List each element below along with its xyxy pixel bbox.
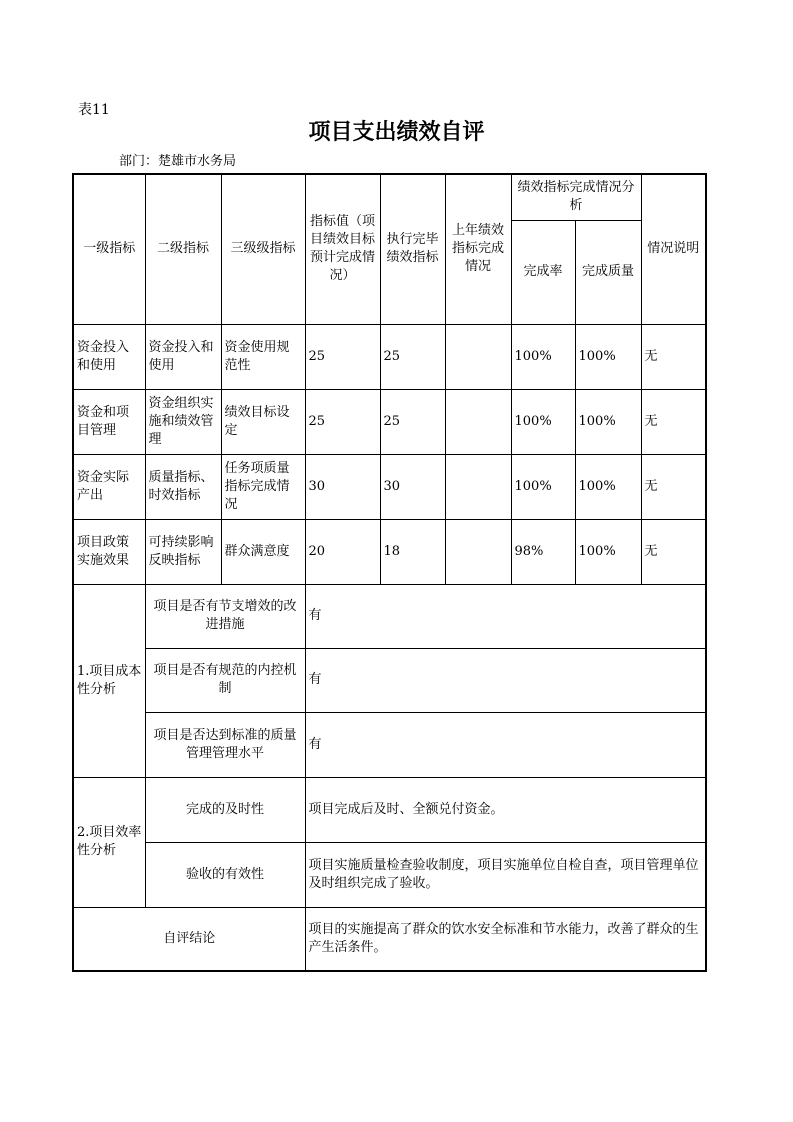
row-last-year (445, 519, 511, 584)
row-last-year (445, 324, 511, 389)
row-level2: 可持续影响反映指标 (145, 519, 221, 584)
row-remark: 无 (641, 454, 706, 519)
cost-answer: 有 (305, 584, 706, 648)
header-level2: 二级指标 (145, 174, 221, 324)
header-quality: 完成质量 (575, 220, 641, 324)
row-level3: 绩效目标设定 (221, 389, 305, 454)
header-level3: 三级级指标 (221, 174, 305, 324)
row-remark: 无 (641, 389, 706, 454)
performance-evaluation-table (72, 173, 707, 972)
row-last-year (445, 389, 511, 454)
cost-question: 项目是否有节支增效的改进措施 (145, 584, 305, 648)
row-executed: 25 (380, 324, 445, 389)
row-level3: 任务项质量指标完成情况 (221, 454, 305, 519)
row-executed: 18 (380, 519, 445, 584)
table-number: 表11 (78, 102, 110, 118)
page-title: 项目支出绩效自评 (308, 120, 485, 145)
row-target: 30 (305, 454, 380, 519)
cost-question: 项目是否有规范的内控机制 (145, 648, 305, 712)
efficiency-answer: 项目完成后及时、全额兑付资金。 (305, 777, 706, 842)
row-rate: 100% (511, 454, 575, 519)
header-completion-group: 绩效指标完成情况分析 (511, 174, 641, 220)
row-level2: 质量指标、时效指标 (145, 454, 221, 519)
row-level1: 资金实际产出 (73, 454, 145, 519)
row-quality: 100% (575, 324, 641, 389)
row-quality: 100% (575, 519, 641, 584)
row-target: 25 (305, 324, 380, 389)
cost-answer: 有 (305, 648, 706, 712)
row-rate: 100% (511, 324, 575, 389)
header-remark: 情况说明 (641, 174, 706, 324)
row-remark: 无 (641, 519, 706, 584)
row-executed: 30 (380, 454, 445, 519)
efficiency-answer: 项目实施质量检查验收制度，项目实施单位自检自查，项目管理单位及时组织完成了验收。 (305, 842, 706, 907)
row-level3: 资金使用规范性 (221, 324, 305, 389)
efficiency-question: 完成的及时性 (145, 777, 305, 842)
conclusion-label: 自评结论 (73, 907, 305, 971)
row-level2: 资金投入和使用 (145, 324, 221, 389)
efficiency-question: 验收的有效性 (145, 842, 305, 907)
row-remark: 无 (641, 324, 706, 389)
cost-analysis-label: 1.项目成本性分析 (73, 584, 145, 777)
row-level2: 资金组织实施和绩效管理 (145, 389, 221, 454)
row-level1: 项目政策实施效果 (73, 519, 145, 584)
header-executed: 执行完毕绩效指标 (380, 174, 445, 324)
header-target: 指标值（项目绩效目标预计完成情况） (305, 174, 380, 324)
table-row (73, 454, 706, 519)
row-level3: 群众满意度 (221, 519, 305, 584)
row-quality: 100% (575, 454, 641, 519)
cost-question: 项目是否达到标准的质量管理管理水平 (145, 712, 305, 777)
row-quality: 100% (575, 389, 641, 454)
table-row (73, 324, 706, 389)
header-last-year: 上年绩效指标完成情况 (445, 174, 511, 324)
row-level1: 资金和项目管理 (73, 389, 145, 454)
efficiency-analysis-label: 2.项目效率性分析 (73, 777, 145, 907)
row-level1: 资金投入和使用 (73, 324, 145, 389)
table-row (73, 389, 706, 454)
cost-answer: 有 (305, 712, 706, 777)
row-executed: 25 (380, 389, 445, 454)
row-rate: 98% (511, 519, 575, 584)
header-rate: 完成率 (511, 220, 575, 324)
table-row (73, 519, 706, 584)
row-last-year (445, 454, 511, 519)
department-label: 部门：楚雄市水务局 (119, 154, 237, 169)
row-target: 25 (305, 389, 380, 454)
row-target: 20 (305, 519, 380, 584)
conclusion-text: 项目的实施提高了群众的饮水安全标准和节水能力，改善了群众的生产生活条件。 (305, 907, 706, 971)
header-level1: 一级指标 (73, 174, 145, 324)
row-rate: 100% (511, 389, 575, 454)
